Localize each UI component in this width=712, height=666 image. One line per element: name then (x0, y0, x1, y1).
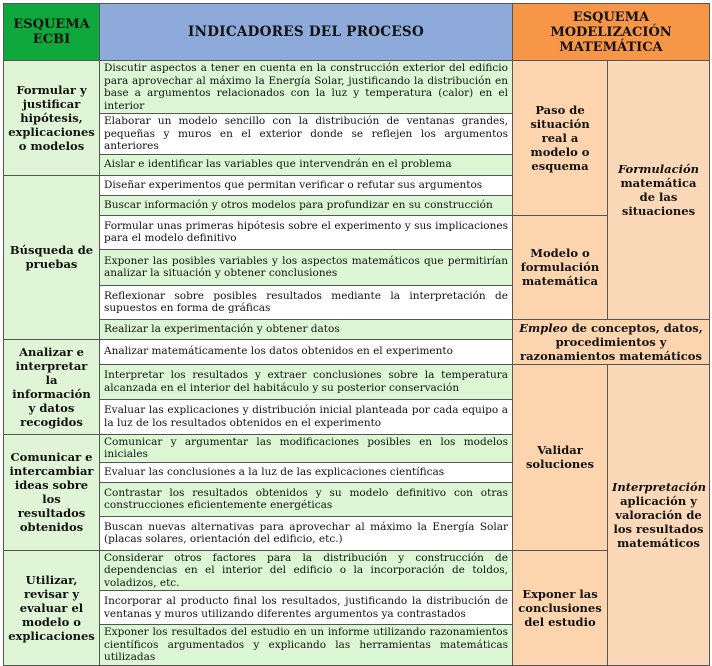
header-indicadores: INDICADORES DEL PROCESO (100, 4, 513, 61)
indicator-cell: Formular unas primeras hipótesis sobre el experimento y sus implicaciones para el modelo definitivo (100, 215, 513, 249)
indicator-cell: Contrastar los resultados obtenidos y su modelo definitivo con otras construcciones eficientemente energéticas (100, 482, 513, 516)
formulacion-text: matemática de las situaciones (620, 175, 697, 218)
model-phase-modelo: Modelo o formulación matemática (513, 215, 608, 319)
empleo-title: Empleo (519, 320, 568, 335)
header-modelizacion: ESQUEMA MODELIZACIÓN MATEMÁTICA (513, 4, 710, 61)
ecbi-stage-utilizar: Utilizar, revisar y evaluar el modelo o explicaciones (4, 550, 100, 665)
indicator-cell: Realizar la experimentación y obtener datos (100, 319, 513, 339)
table-row (4, 364, 710, 399)
indicator-cell: Reflexionar sobre posibles resultados mediante la interpretación de supuestos en forma de gráficas (100, 285, 513, 319)
ecbi-stage-formular: Formular y justificar hipótesis, explicaciones o modelos (4, 61, 100, 176)
formulacion-title: Formulación (617, 161, 700, 176)
table-row (4, 550, 710, 591)
interpretacion-text: aplicación y valoración de los resultados matemáticos (613, 493, 704, 550)
indicator-cell: Comunicar y argumentar las modificaciones posibles en los modelos iniciales (100, 434, 513, 462)
model-phase-exponer: Exponer las conclusiones del estudio (513, 550, 608, 665)
model-phase-validar: Validar soluciones (513, 364, 608, 550)
table-row (4, 319, 710, 339)
indicator-cell: Aislar e identificar las variables que intervendrán en el problema (100, 154, 513, 175)
ecbi-stage-analizar: Analizar e interpretar la información y datos recogidos (4, 339, 100, 434)
model-stage-formulacion (608, 61, 710, 320)
indicator-cell: Discutir aspectos a tener en cuenta en la construcción exterior del edificio para aprovechar al máximo la Energía Solar, justificando la distribución en base a argumentos relacionados con la luz y temperatura (calor) en el interior (100, 61, 513, 114)
model-stage-interpretacion (608, 364, 710, 665)
indicator-cell: Buscan nuevas alternativas para aprovechar al máximo la Energía Solar (placas solares, orientación del edificio, etc.) (100, 516, 513, 550)
indicator-cell: Incorporar al producto final los resultados, justificando la distribución de ventanas y muros utilizando diferentes argumentos ya contrastados (100, 591, 513, 625)
header-row (4, 4, 710, 61)
interpretacion-title: Interpretación (612, 479, 707, 494)
indicator-cell: Diseñar experimentos que permitan verificar o refutar sus argumentos (100, 175, 513, 195)
header-ecbi: ESQUEMA ECBI (4, 4, 100, 61)
indicator-cell: Exponer los resultados del estudio en un informe utilizando razonamientos científicos argumentados y explicando las herramientas matemáticas utilizadas (100, 625, 513, 666)
indicator-cell: Considerar otros factores para la distribución y construcción de dependencias en el interior del edificio o la incorporación de toldos, voladizos, etc. (100, 550, 513, 591)
table-row (4, 61, 710, 114)
process-table (3, 3, 710, 666)
ecbi-stage-comunicar: Comunicar e intercambiar ideas sobre los resultados obtenidos (4, 434, 100, 550)
model-stage-empleo (513, 319, 710, 364)
table-row (4, 215, 710, 249)
empleo-text: de conceptos, datos, procedimientos y razonamientos matemáticos (520, 320, 703, 363)
indicator-cell: Evaluar las explicaciones y distribución inicial planteada por cada equipo a la luz de los resultados obtenidos en el experimento (100, 399, 513, 434)
ecbi-stage-busqueda: Búsqueda de pruebas (4, 175, 100, 339)
model-phase-paso: Paso de situación real a modelo o esquema (513, 61, 608, 216)
indicator-cell: Interpretar los resultados y extraer conclusiones sobre la temperatura alcanzada en el interior del habitáculo y su posterior conservación (100, 364, 513, 399)
indicator-cell: Evaluar las conclusiones a la luz de las explicaciones científicas (100, 462, 513, 482)
indicator-cell: Exponer las posibles variables y los aspectos matemáticos que permitirían analizar la situación y obtener conclusiones (100, 249, 513, 285)
indicator-cell: Elaborar un modelo sencillo con la distribución de ventanas grandes, pequeñas y muros en el exterior donde se reflejen los argumentos anteriores (100, 114, 513, 155)
indicator-cell: Buscar información y otros modelos para profundizar en su construcción (100, 195, 513, 215)
indicator-cell: Analizar matemáticamente los datos obtenidos en el experimento (100, 339, 513, 364)
